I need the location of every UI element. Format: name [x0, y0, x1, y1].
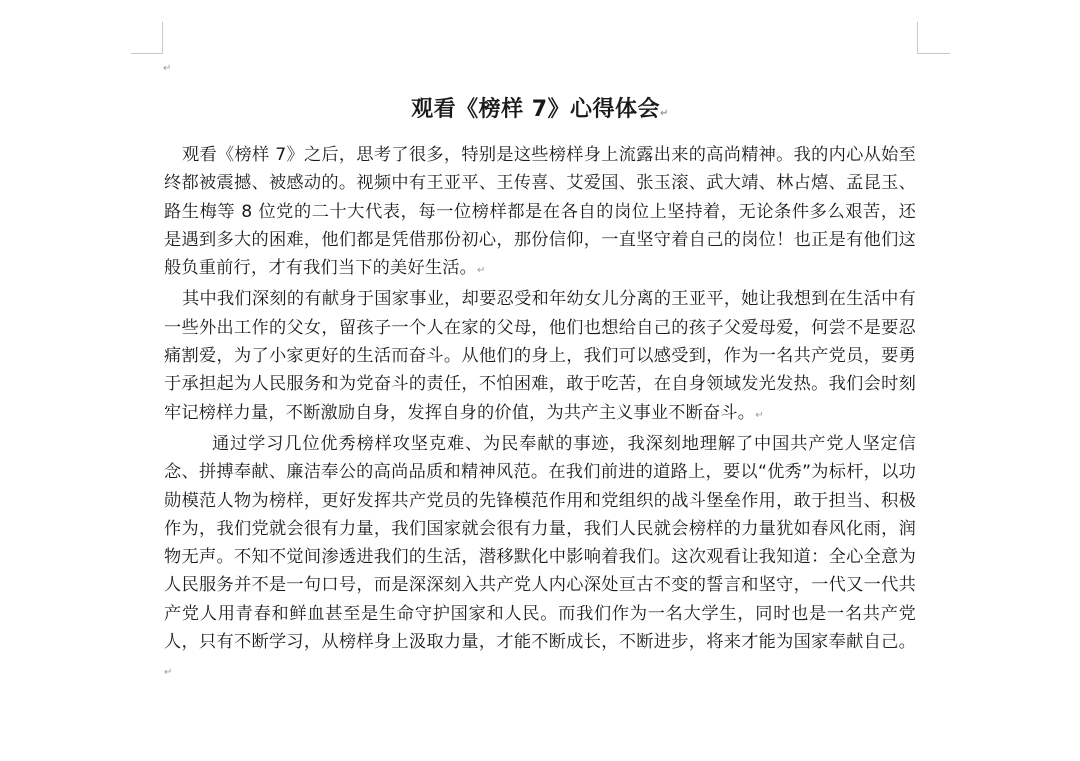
document-body[interactable]: [164, 141, 916, 688]
paragraph-mark-icon: ↵: [163, 63, 172, 74]
paragraph-mark-icon: ↵: [660, 108, 669, 119]
paragraph-3[interactable]: [164, 430, 916, 688]
document-title[interactable]: [163, 94, 917, 130]
paragraph-3-text: 通过学习几位优秀榜样攻坚克难、为民奉献的事迹，我深刻地理解了中国共产党人坚定信念、拼搏奉献、廉洁奉公的高尚品质和精神风范。在我们前进的道路上，要以“优秀”为标杆，以功勋模范人物为榜样，更好发挥共产党员的先锋模范作用和党组织的战斗堡垒作用，敢于担当、积极作为，我们党就会很有力量，我们国家就会很有力量，我们人民就会榜样的力量犹如春风化雨，润物无声。不知不觉间渗透进我们的生活，潜移默化中影响着我们。这次观看让我知道：全心全意为人民服务并不是一句口号，而是深深刻入共产党人内心深处亘古不变的誓言和坚守，一代又一代共产党人用青春和鲜血甚至是生命守护国家和人民。而我们作为一名大学生，同时也是一名共产党人，只有不断学习，从榜样身上汲取力量，才能不断成长，不断进步，将来才能为国家奉献自己。: [164, 433, 916, 653]
paragraph-1[interactable]: [164, 141, 916, 285]
paragraph-2-text: 其中我们深刻的有献身于国家事业，却要忍受和年幼女儿分离的王亚平，她让我想到在生活中有一些外出工作的父女，留孩子一个人在家的父母，他们也想给自己的孩子父爱母爱，何尝不是要忍痛割爱，为了小家更好的生活而奋斗。从他们的身上，我们可以感受到，作为一名共产党员，要勇于承担起为人民服务和为党奋斗的责任，不怕困难，敢于吃苦，在自身领域发光发热。我们会时刻牢记榜样力量，不断激励自身，发挥自身的价值，为共产主义事业不断奋斗。: [164, 289, 916, 423]
paragraph-mark-icon: ↵: [164, 667, 173, 679]
paragraph-mark-icon: ↵: [476, 265, 486, 277]
page-corner-mark-top-right: [917, 22, 950, 54]
document-title-text: 观看《榜样 7》心得体会: [411, 97, 661, 122]
paragraph-1-text: 观看《榜样 7》之后，思考了很多，特别是这些榜样身上流露出来的高尚精神。我的内心从始至终都被震撼、被感动的。视频中有王亚平、王传喜、艾爱国、张玉滚、武大靖、林占熺、孟昆玉、路生梅等 8 位党的二十大代表，每一位榜样都是在各自的岗位上坚持着，无论条件多么艰苦，还是遇到多大的困难，他们都是凭借那份初心，那份信仰，一直坚守着自己的岗位！也正是有他们这般负重前行，才有我们当下的美好生活。: [164, 145, 916, 279]
paragraph-2[interactable]: [164, 285, 916, 429]
page-corner-mark-top-left: [131, 22, 163, 54]
paragraph-mark-icon: ↵: [755, 409, 764, 421]
